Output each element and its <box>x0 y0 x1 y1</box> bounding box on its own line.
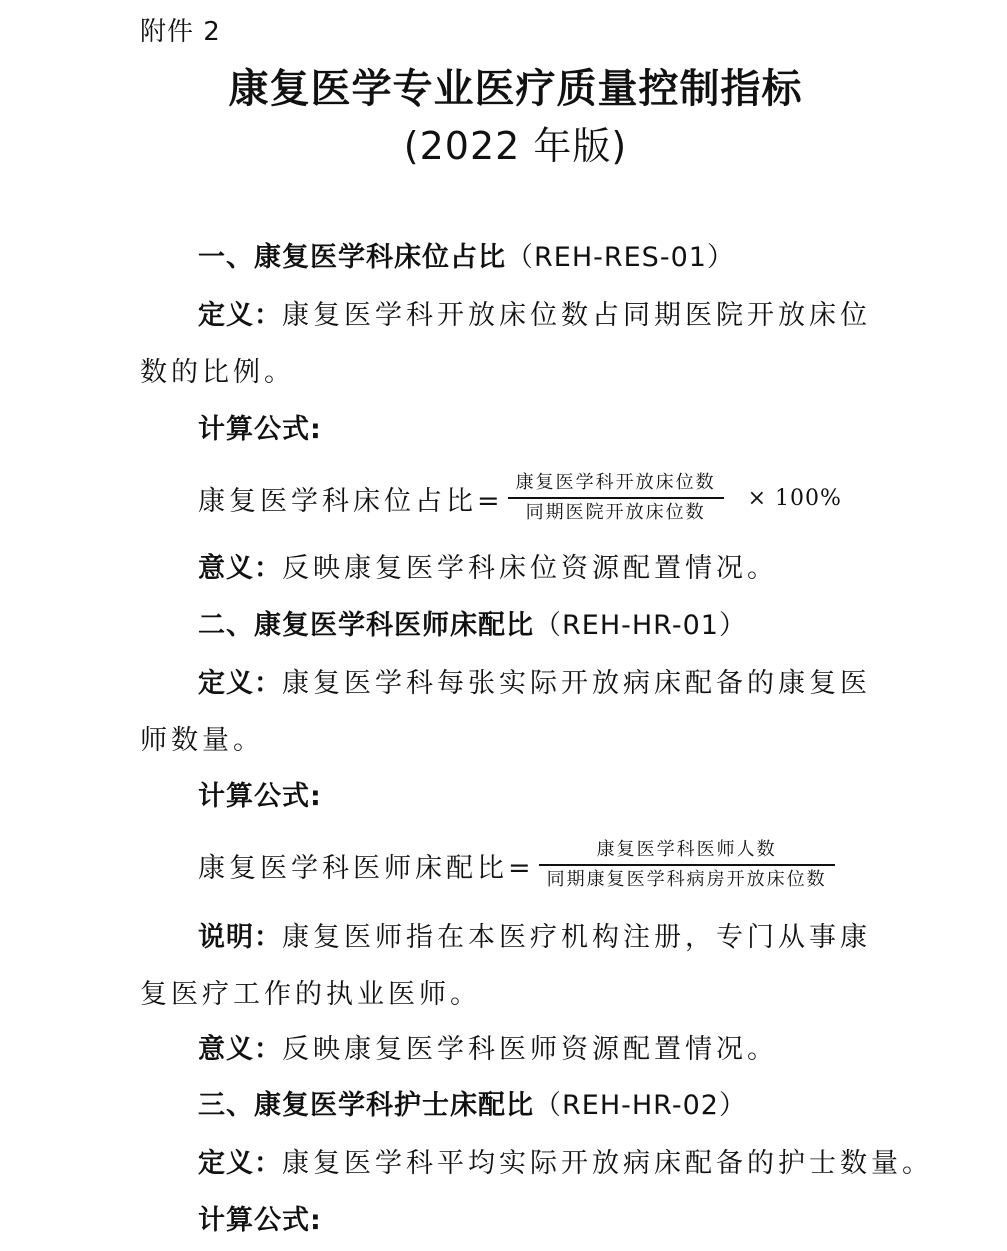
section-3-code: （REH-HR-02） <box>534 1090 747 1121</box>
meaning-text: 反映康复医学科医师资源配置情况。 <box>282 1034 778 1065</box>
definition-label: 定义： <box>198 1148 282 1179</box>
definition-text: 康复医学科开放床位数占同期医院开放床位数的比例。 <box>140 300 871 388</box>
section-2-formula-label <box>198 779 322 815</box>
section-1-formula <box>198 463 842 533</box>
section-1-meaning <box>198 551 778 587</box>
section-3-title: 三、康复医学科护士床配比 <box>198 1090 534 1121</box>
definition-label: 定义： <box>198 668 282 699</box>
section-1-definition <box>140 287 900 401</box>
section-1-heading <box>198 240 735 276</box>
formula-denominator: 同期康复医学科病房开放床位数 <box>546 868 827 890</box>
formula-multiplier: × 100% <box>747 485 842 511</box>
section-3-formula-label <box>198 1203 322 1239</box>
section-2-definition <box>140 655 900 769</box>
section-1-code: （REH-RES-01） <box>506 242 735 273</box>
formula-label: 计算公式: <box>198 781 322 812</box>
formula-numerator: 康复医学科医师人数 <box>596 839 777 861</box>
meaning-label: 意义： <box>198 1034 282 1065</box>
section-2-note <box>140 909 900 1023</box>
formula-label: 计算公式: <box>198 414 322 445</box>
section-2-meaning <box>198 1032 778 1068</box>
section-1-title: 一、康复医学科床位占比 <box>198 242 506 273</box>
formula-denominator: 同期医院开放床位数 <box>525 501 706 523</box>
document-subtitle: (2022 年版) <box>403 124 628 168</box>
formula-label: 计算公式: <box>198 1205 322 1236</box>
formula-lhs: 康复医学科医师床配比= <box>198 852 535 884</box>
section-2-code: （REH-HR-01） <box>534 610 747 641</box>
definition-label: 定义： <box>198 300 282 331</box>
section-2-title: 二、康复医学科医师床配比 <box>198 610 534 641</box>
document-title: 康复医学专业医疗质量控制指标 <box>228 66 803 112</box>
note-text: 康复医师指在本医疗机构注册，专门从事康复医疗工作的执业医师。 <box>140 922 871 1010</box>
section-1-formula-label <box>198 412 322 448</box>
formula-lhs: 康复医学科床位占比= <box>198 485 504 517</box>
meaning-label: 意义： <box>198 553 282 584</box>
section-2-heading <box>198 608 747 644</box>
section-3-heading <box>198 1088 747 1124</box>
formula-numerator: 康复医学科开放床位数 <box>515 472 716 494</box>
meaning-text: 反映康复医学科床位资源配置情况。 <box>282 553 778 584</box>
section-2-formula <box>198 830 839 900</box>
definition-text: 康复医学科每张实际开放病床配备的康复医师数量。 <box>140 668 871 756</box>
section-3-definition <box>198 1146 933 1182</box>
attachment-label: 附件 2 <box>140 17 221 47</box>
note-label: 说明： <box>198 922 282 953</box>
formula-fraction <box>539 836 835 894</box>
definition-text: 康复医学科平均实际开放病床配备的护士数量。 <box>282 1148 933 1179</box>
formula-fraction <box>508 469 724 527</box>
